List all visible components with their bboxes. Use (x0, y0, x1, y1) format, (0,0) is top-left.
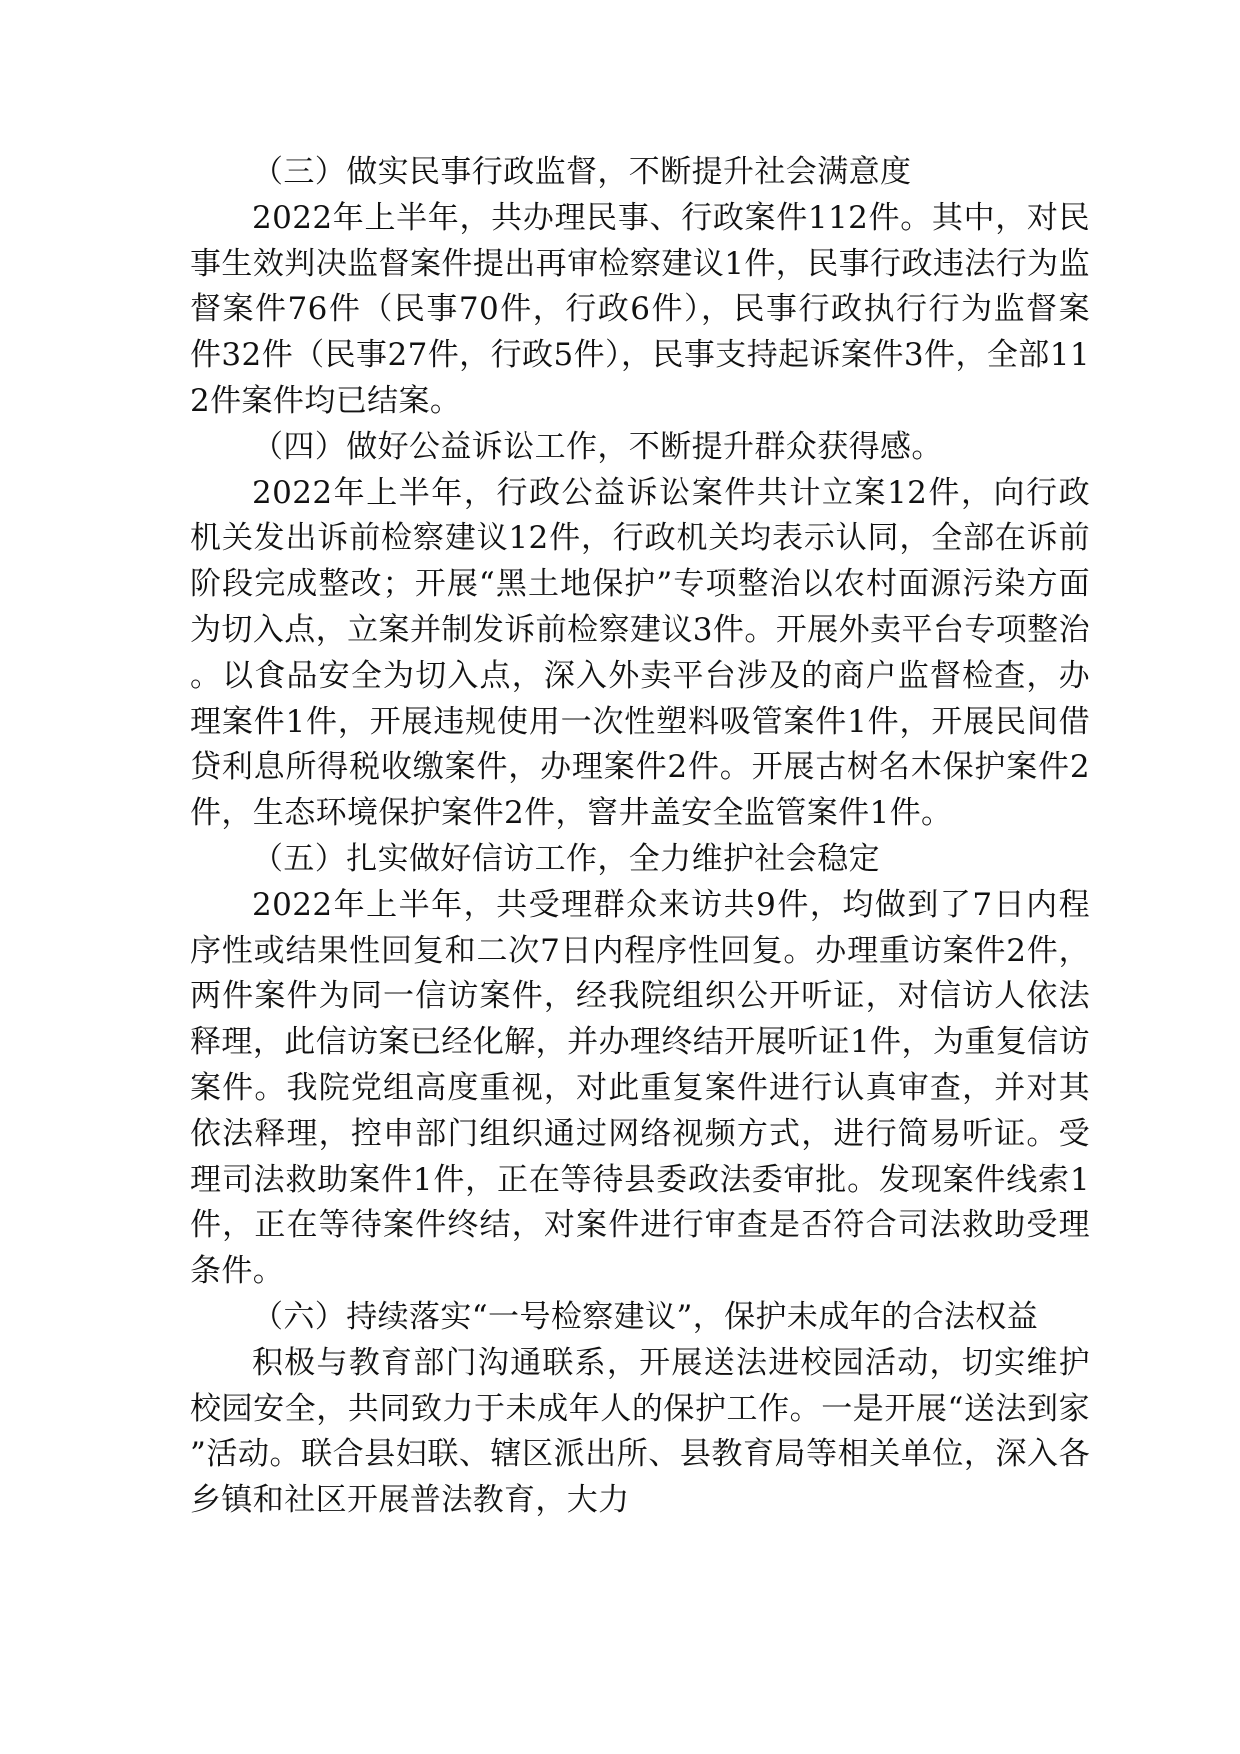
paragraph-public-interest-litigation: 2022年上半年，行政公益诉讼案件共计立案12件，向行政机关发出诉前检察建议12件，行政机关均表示认同，全部在诉前阶段完成整改；开展“黑土地保护”专项整治以农村面源污染方面为切入点，立案并制发诉前检察建议3件。开展外卖平台专项整治。以食品安全为切入点，深入外卖平台涉及的商户监督检查，办理案件1件，开展违规使用一次性塑料吸管案件1件，开展民间借贷利息所得税收缴案件，办理案件2件。开展古树名木保护案件2件，生态环境保护案件2件，窨井盖安全监管案件1件。 (190, 474, 1090, 832)
paragraph-minor-protection: 积极与教育部门沟通联系，开展送法进校园活动，切实维护校园安全，共同致力于未成年人的保护工作。一是开展“送法到家”活动。联合县妇联、辖区派出所、县教育局等相关单位，深入各乡镇和社区开展普法教育，大力 (190, 1344, 1090, 1519)
paragraph-petition-work: 2022年上半年，共受理群众来访共9件，均做到了7日内程序性或结果性回复和二次7日内程序性回复。办理重访案件2件，两件案件为同一信访案件，经我院组织公开听证，对信访人依法释理，此信访案已经化解，并办理终结开展听证1件，为重复信访案件。我院党组高度重视，对此重复案件进行认真审查，并对其依法释理，控申部门组织通过网络视频方式，进行简易听证。受理司法救助案件1件，正在等待县委政法委审批。发现案件线索1件，正在等待案件终结，对案件进行审查是否符合司法救助受理条件。 (190, 886, 1090, 1290)
section-heading-5: （五）扎实做好信访工作，全力维护社会稳定 (252, 840, 880, 877)
paragraph-civil-admin-supervision: 2022年上半年，共办理民事、行政案件112件。其中，对民事生效判决监督案件提出再审检察建议1件，民事行政违法行为监督案件76件（民事70件，行政6件），民事行政执行行为监督案件32件（民事27件，行政5件），民事支持起诉案件3件，全部112件案件均已结案。 (190, 199, 1090, 419)
section-heading-4: （四）做好公益诉讼工作，不断提升群众获得感。 (252, 428, 943, 465)
document-body (190, 150, 1090, 1524)
section-heading-3: （三）做实民事行政监督，不断提升社会满意度 (252, 154, 912, 190)
section-heading-6: （六）持续落实“一号检察建议”，保护未成年的合法权益 (252, 1298, 1039, 1335)
